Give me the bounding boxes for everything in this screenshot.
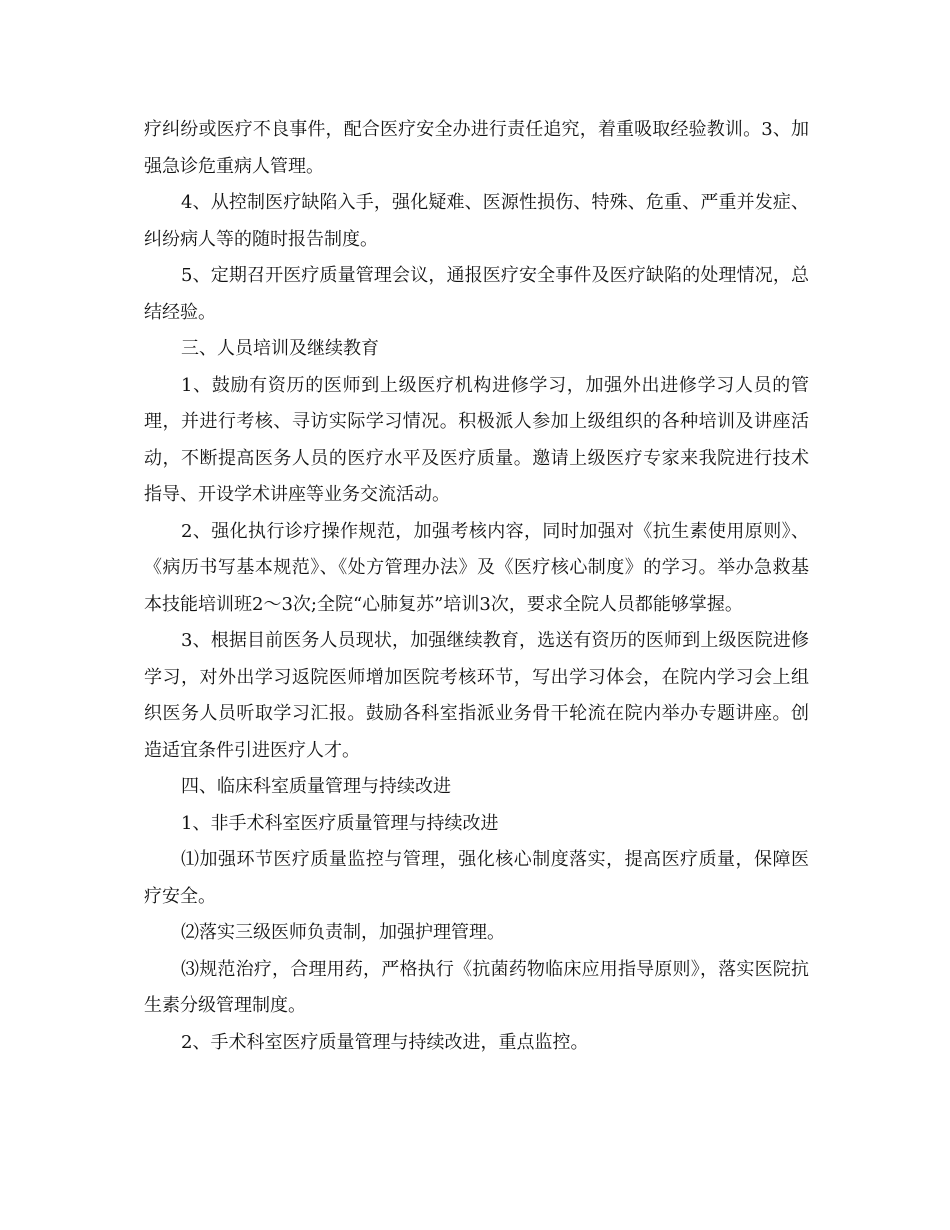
paragraph-11: ⑵落实三级医师负责制，加强护理管理。 xyxy=(181,922,505,943)
paragraph-3: 5、定期召开医疗质量管理会议，通报医疗安全事件及医疗缺陷的处理情况，总结经验。 xyxy=(144,265,809,323)
section-heading-4: 四、临床科室质量管理与持续改进 xyxy=(181,776,451,797)
paragraph-10: ⑴加强环节医疗质量监控与管理，强化核心制度落实，提高医疗质量，保障医疗安全。 xyxy=(144,849,809,907)
paragraph-2: 4、从控制医疗缺陷入手，强化疑难、医源性损伤、特殊、危重、严重并发症、纠纷病人等的随时报告制度。 xyxy=(144,192,809,250)
section-heading-3: 三、人员培训及继续教育 xyxy=(181,338,379,359)
paragraph-12: ⑶规范治疗，合理用药，严格执行《抗菌药物临床应用指导原则》，落实医院抗生素分级管理制度。 xyxy=(144,958,809,1016)
paragraph-6: 2、强化执行诊疗操作规范，加强考核内容，同时加强对《抗生素使用原则》、《病历书写基本规范》、《处方管理办法》及《医疗核心制度》的学习。举办急救基本技能培训班2～3次;全院“心肺复苏”培训3次，要求全院人员都能够掌握。 xyxy=(144,520,809,615)
paragraph-7: 3、根据目前医务人员现状，加强继续教育，选送有资历的医师到上级医院进修学习，对外出学习返院医师增加医院考核环节，写出学习体会，在院内学习会上组织医务人员听取学习汇报。鼓励各科室指派业务骨干轮流在院内举办专题讲座。创造适宜条件引进医疗人才。 xyxy=(144,630,809,761)
document-body xyxy=(144,112,809,1061)
paragraph-5: 1、鼓励有资历的医师到上级医疗机构进修学习，加强外出进修学习人员的管理，并进行考核、寻访实际学习情况。积极派人参加上级组织的各种培训及讲座活动，不断提高医务人员的医疗水平及医疗质量。邀请上级医疗专家来我院进行技术指导、开设学术讲座等业务交流活动。 xyxy=(144,374,809,505)
paragraph-1: 疗纠纷或医疗不良事件，配合医疗安全办进行责任追究，着重吸取经验教训。3、加强急诊危重病人管理。 xyxy=(144,119,809,177)
subheading-surgical: 2、手术科室医疗质量管理与持续改进，重点监控。 xyxy=(181,1031,589,1053)
subheading-nonsurgical: 1、非手术科室医疗质量管理与持续改进 xyxy=(181,812,499,834)
